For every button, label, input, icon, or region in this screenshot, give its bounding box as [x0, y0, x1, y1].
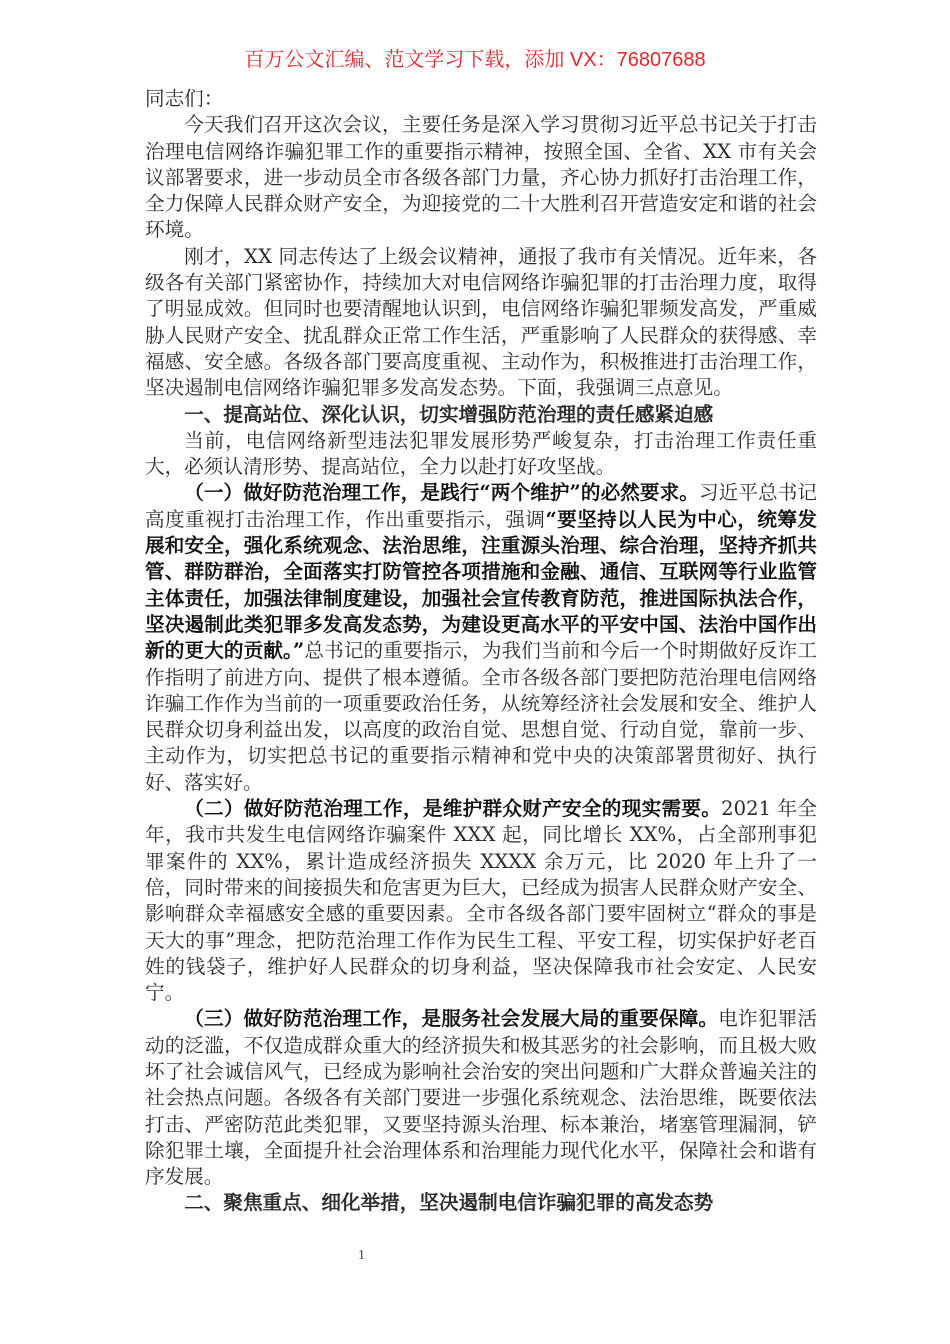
- section-heading-1: 一、提高站位、深化认识，切实增强防范治理的责任感紧迫感: [184, 402, 714, 426]
- document-body: [145, 86, 817, 1217]
- subsection-1: [145, 480, 817, 796]
- subsection-2-text: 2021 年全年，我市共发生电信网络诈骗案件 XXX 起，同比增长 XX%，占全部刑事犯罪案件的 XX%，累计造成经济损失 XXXX 余万元，比 2020 年上升了一倍，同时带来的间接损失和危害更为巨大，已经成为损害人民群众财产安全、影响群众幸福感安全感的重要因素。全市各级各部门要牢固树立“群众的事是天大的事”理念，把防范治理工作作为民生工程、平安工程，切实保护好老百姓的钱袋子，维护好人民群众的切身利益，坚决保障我市社会安定、人民安宁。: [145, 797, 818, 1005]
- subsection-2: [145, 796, 817, 1006]
- paragraph-intro: 今天我们召开这次会议，主要任务是深入学习贯彻习近平总书记关于打击治理电信网络诈骗犯罪工作的重要指示精神，按照全国、全省、XX 市有关会议部署要求，进一步动员全市各级各部门力量，齐心协力抓好打击治理工作，全力保障人民群众财产安全，为迎接党的二十大胜利召开营造安定和谐的社会环境。: [145, 113, 817, 242]
- page-number: 1: [358, 1248, 365, 1263]
- paragraph-current-situation: 当前，电信网络新型违法犯罪发展形势严峻复杂，打击治理工作责任重大，必须认清形势、提高站位，全力以赴打好攻坚战。: [145, 428, 817, 479]
- paragraph-situation: 刚才，XX 同志传达了上级会议精神，通报了我市有关情况。近年来，各级各有关部门紧密协作，持续加大对电信网络诈骗犯罪的打击治理力度，取得了明显成效。但同时也要清醒地认识到，电信网络诈骗犯罪频发高发，严重威胁人民财产安全、扰乱群众正常工作生活，严重影响了人民群众的获得感、幸福感、安全感。各级各部门要高度重视、主动作为，积极推进打击治理工作，坚决遏制电信网络诈骗犯罪多发高发态势。下面，我强调三点意见。: [145, 244, 817, 400]
- download-banner: 百万公文汇编、范文学习下载，添加 VX：76807688: [244, 49, 706, 71]
- subsection-3-text: 电诈犯罪活动的泛滥，不仅造成群众重大的经济损失和极其恶劣的社会影响，而且极大败坏了社会诚信风气，已经成为影响社会治安的突出问题和广大群众普遍关注的社会热点问题。各级各有关部门要进一步强化系统观念、法治思维，既要依法打击、严密防范此类犯罪，又要坚持源头治理、标本兼治，堵塞管理漏洞，铲除犯罪土壤，全面提升社会治理体系和治理能力现代化水平，保障社会和谐有序发展。: [145, 1007, 817, 1189]
- subsection-1-text: 习近平总书记高度重视打击治理工作，作出重要指示，强调: [145, 481, 817, 531]
- subsection-1-quote: “要坚持以人民为中心，统筹发展和安全，强化系统观念、法治思维，注重源头治理、综合治理，坚持齐抓共管、群防群治，全面落实打防管控各项措施和金融、通信、互联网等行业监管主体责任，加强法律制度建设，加强社会宣传教育防范，推进国际执法合作，坚决遏制此类犯罪多发高发态势，为建设更高水平的平安中国、法治中国作出新的更大的贡献。”: [145, 507, 817, 663]
- section-heading-2: 二、聚焦重点、细化举措，坚决遏制电信诈骗犯罪的高发态势: [184, 1191, 714, 1215]
- salutation: 同志们：: [145, 87, 224, 110]
- subsection-1-text-2: 总书记的重要指示，为我们当前和今后一个时期做好反诈工作指明了前进方向、提供了根本遵循。全市各级各部门要把防范治理电信网络诈骗工作作为当前的一项重要政治任务，从统筹经济社会发展和安全、维护人民群众切身利益出发，以高度的政治自觉、思想自觉、行动自觉，靠前一步、主动作为，切实把总书记的重要指示精神和党中央的决策部署贯彻好、执行好、落实好。: [145, 639, 817, 794]
- subsection-1-lead: （一）做好防范治理工作，是践行“两个维护”的必然要求。: [184, 481, 699, 505]
- subsection-3: [145, 1006, 817, 1190]
- subsection-3-lead: （三）做好防范治理工作，是服务社会发展大局的重要保障。: [184, 1007, 719, 1031]
- subsection-2-lead: （二）做好防范治理工作，是维护群众财产安全的现实需要。: [184, 797, 722, 821]
